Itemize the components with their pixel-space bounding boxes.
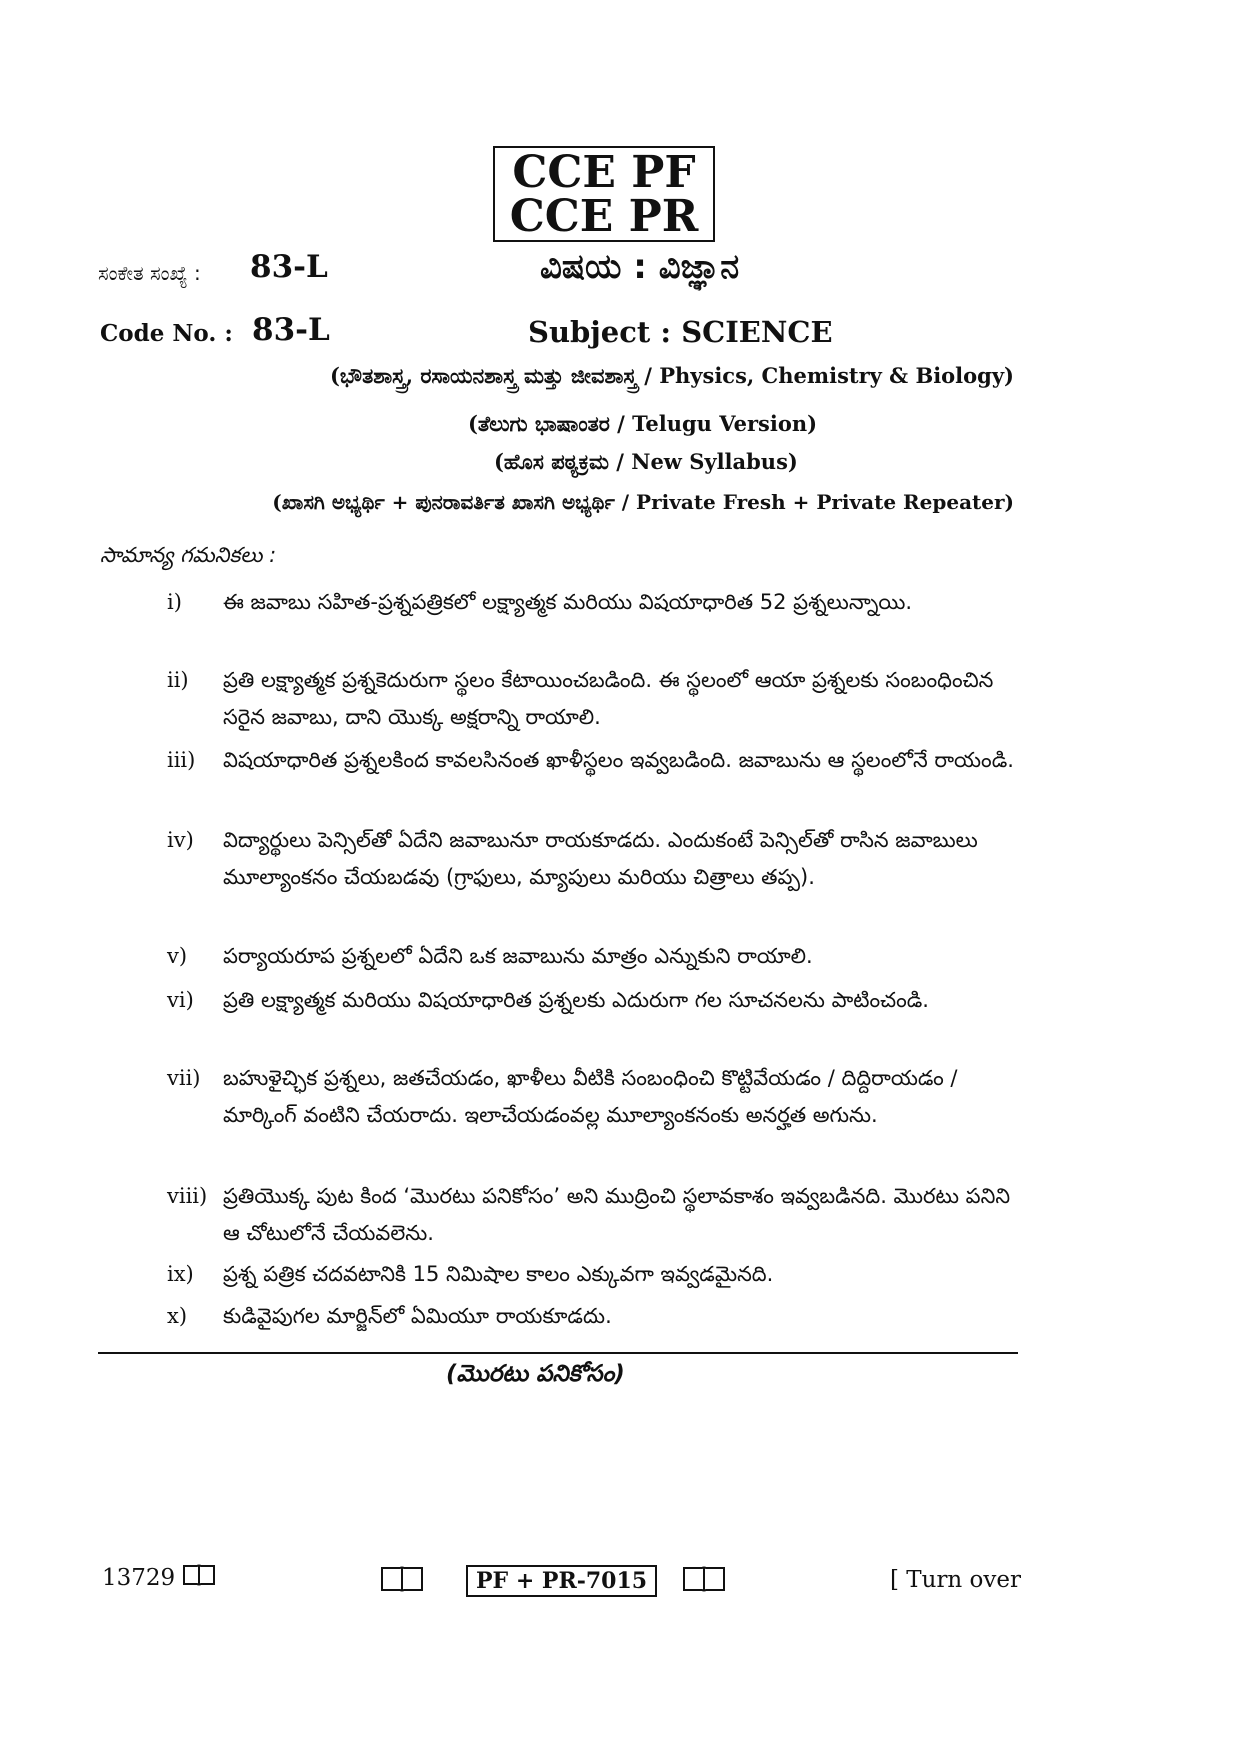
instruction-item <box>167 938 1017 975</box>
instruction-number: vi) <box>167 988 194 1012</box>
instruction-number: vii) <box>167 1066 201 1090</box>
instruction-item <box>167 584 1017 621</box>
instruction-item <box>167 822 1017 896</box>
instruction-item <box>167 662 1017 736</box>
instruction-item <box>167 1256 1017 1293</box>
instruction-text: విషయాధారిత ప్రశ్నలకింద కావలసినంత ఖాళీస్థలం ఇవ్వబడింది. జవాబును ఆ స్థలంలోనే రాయండి. <box>223 748 1014 772</box>
section-divider <box>98 1352 1018 1354</box>
book-icon <box>182 1563 216 1596</box>
instruction-number: iv) <box>167 828 194 852</box>
code-label-kannada: ಸಂಕೇತ ಸಂಖ್ಯೆ : <box>98 261 201 285</box>
rough-work-label: (మొరటు పనికోసం) <box>446 1361 625 1387</box>
instruction-item <box>167 1298 1017 1335</box>
instruction-text: విద్యార్థులు పెన్సిల్‌తో ఏదేని జవాబునూ రాయకూడదు. ఎందుకంటే పెన్సిల్‌తో రాసిన జవాబులు మూల్యాంకనం చేయబడవు (గ్రాఫులు, మ్యాపులు మరియు చిత్రాలు తప్ప). <box>223 828 978 889</box>
instruction-text: ప్రతి లక్ష్యాత్మక మరియు విషయాధారిత ప్రశ్నలకు ఎదురుగా గల సూచనలను పాటించండి. <box>223 988 929 1012</box>
instruction-text: పర్యాయరూప ప్రశ్నలలో ఏదేని ఒక జవాబును మాత్రం ఎన్నుకుని రాయాలి. <box>223 944 813 968</box>
serial-number: 13729 <box>102 1565 176 1591</box>
book-icon <box>380 1564 424 1598</box>
footer-serial <box>102 1562 216 1596</box>
version-line: (ತೆಲುಗು ಭಾಷಾಂತರ / Telugu Version) <box>468 411 818 436</box>
instruction-number: x) <box>167 1304 188 1328</box>
instruction-text: బహుళైచ్ఛిక ప్రశ్నలు, జతచేయడం, ఖాళీలు వీటికి సంబంధించి కొట్టివేయడం / దిద్దిరాయడం / మార్కింగ్ వంటిని చేయరాదు. ఇలాచేయడంవల్ల మూల్యాంకనంకు అనర్హత అగును. <box>223 1066 958 1127</box>
instruction-number: viii) <box>167 1184 208 1208</box>
code-box-line-1: CCE PF <box>512 147 696 198</box>
instruction-number: v) <box>167 944 188 968</box>
branches-line: (ಭೌತಶಾಸ್ತ್ರ, ರಸಾಯನಶಾಸ್ತ್ರ ಮತ್ತು ಜೀವಶಾಸ್ತ್ರ / Physics, Chemistry & Biology) <box>329 363 1014 388</box>
instruction-number: ix) <box>167 1262 194 1286</box>
turn-over-label: [ Turn over <box>890 1567 1022 1593</box>
book-icon <box>682 1564 726 1598</box>
instruction-number: i) <box>167 590 182 614</box>
instruction-text: ప్రతియొక్క పుట కింద ‘మొరటు పనికోసం’ అని ముద్రించి స్థలావకాశం ఇవ్వబడినది. మొరటు పనిని ఆ చోటులోనే చేయవలెను. <box>223 1184 1011 1245</box>
instructions-heading: సామాన్య గమనికలు : <box>100 543 277 567</box>
instruction-text: ఈ జవాబు సహిత-ప్రశ్నపత్రికలో లక్ష్యాత్మక మరియు విషయాధారిత 52 ప్రశ్నలున్నాయి. <box>223 590 913 614</box>
code-box-line-2: CCE PR <box>509 191 699 242</box>
instruction-item <box>167 982 1017 1019</box>
instruction-number: iii) <box>167 748 196 772</box>
subject-english: Subject : SCIENCE <box>528 315 833 349</box>
instruction-number: ii) <box>167 668 189 692</box>
instruction-item <box>167 1060 1017 1134</box>
instruction-item <box>167 1178 1017 1252</box>
candidate-type-line: (ಖಾಸಗಿ ಅಭ್ಯರ್ಥಿ + ಪುನರಾವರ್ತಿತ ಖಾಸಗಿ ಅಭ್ಯರ್ಥಿ / Private Fresh + Private Repeater) <box>272 490 1014 514</box>
instruction-text: కుడివైపుగల మార్జిన్‌లో ఏమియూ రాయకూడదు. <box>223 1304 612 1328</box>
instruction-item <box>167 742 1017 779</box>
instruction-text: ప్రశ్న పత్రిక చదవటానికి 15 నిమిషాల కాలం ఎక్కువగా ఇవ్వడమైనది. <box>223 1262 774 1286</box>
code-label-english: Code No. : <box>100 320 233 347</box>
paper-code-badge: PF + PR-7015 <box>466 1565 657 1597</box>
syllabus-line: (ಹೊಸ ಪಠ್ಯಕ್ರಮ / New Syllabus) <box>494 449 798 474</box>
instruction-text: ప్రతి లక్ష్యాత్మక ప్రశ్నకెదురుగా స్థలం కేటాయించబడింది. ఈ స్థలంలో ఆయా ప్రశ్నలకు సంబంధించిన సరైన జవాబు, దాని యొక్క అక్షరాన్ని రాయాలి. <box>223 668 994 729</box>
subject-kannada: ವಿಷಯ : ವಿಜ್ಞಾನ <box>540 247 740 287</box>
code-value-kannada-row: 83-L <box>250 249 328 285</box>
code-value-english-row: 83-L <box>252 312 330 348</box>
exam-code-box <box>493 146 715 242</box>
